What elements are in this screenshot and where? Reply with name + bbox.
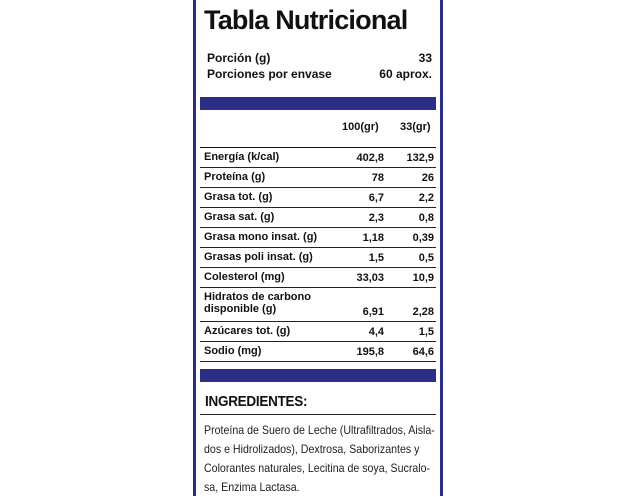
servings-per-container-label: Porciones por envase bbox=[207, 67, 332, 81]
ingredients-line: Colorantes naturales, Lecitina de soya, Sucralo- bbox=[204, 461, 431, 475]
nutrient-label: Azúcares tot. (g) bbox=[204, 325, 291, 337]
ingredients-title: INGREDIENTES: bbox=[205, 393, 308, 410]
column-header-33g: 33(gr) bbox=[400, 121, 431, 133]
value-33g: 10,9 bbox=[412, 272, 434, 284]
value-100g: 78 bbox=[371, 172, 384, 184]
nutrient-label: Grasa mono insat. (g) bbox=[204, 231, 318, 243]
value-33g: 2,2 bbox=[418, 192, 434, 204]
nutrient-label-line-1: Hidratos de carbono bbox=[204, 291, 311, 303]
value-100g: 6,7 bbox=[368, 192, 384, 204]
table-row bbox=[200, 208, 436, 228]
table-row bbox=[200, 342, 436, 362]
value-33g: 0,39 bbox=[412, 232, 434, 244]
value-100g: 33,03 bbox=[356, 272, 384, 284]
value-100g: 1,18 bbox=[362, 232, 384, 244]
divider-band-bottom bbox=[200, 369, 436, 382]
nutrient-label: Colesterol (mg) bbox=[204, 271, 285, 283]
ingredients-text bbox=[204, 421, 434, 497]
table-row bbox=[200, 288, 436, 322]
nutrient-label bbox=[204, 291, 334, 315]
servings-per-container-value: 60 aprox. bbox=[379, 67, 432, 81]
table-row bbox=[200, 322, 436, 342]
label-title: Tabla Nutricional bbox=[204, 5, 408, 35]
value-100g: 6,91 bbox=[362, 306, 384, 318]
table-row bbox=[200, 188, 436, 208]
value-33g: 2,28 bbox=[412, 306, 434, 318]
value-100g: 2,3 bbox=[368, 212, 384, 224]
value-33g: 64,6 bbox=[412, 346, 434, 358]
nutrient-label: Sodio (mg) bbox=[204, 345, 262, 357]
serving-size-row bbox=[207, 51, 432, 65]
value-100g: 4,4 bbox=[368, 326, 384, 338]
nutrient-label: Grasa sat. (g) bbox=[204, 211, 275, 223]
value-33g: 132,9 bbox=[406, 152, 434, 164]
value-100g: 402,8 bbox=[356, 152, 384, 164]
value-100g: 1,5 bbox=[368, 252, 384, 264]
serving-size-value: 33 bbox=[418, 51, 432, 65]
value-33g: 0,5 bbox=[418, 252, 434, 264]
table-row bbox=[200, 168, 436, 188]
nutrient-label: Grasas poli insat. (g) bbox=[204, 251, 313, 263]
table-row bbox=[200, 148, 436, 168]
table-row bbox=[200, 268, 436, 288]
serving-size-label: Porción (g) bbox=[207, 51, 271, 65]
nutrient-label: Grasa tot. (g) bbox=[204, 191, 273, 203]
ingredients-divider bbox=[200, 414, 436, 415]
divider-band-top bbox=[200, 97, 436, 110]
table-row bbox=[200, 228, 436, 248]
ingredients-line: sa, Enzima Lactasa. bbox=[204, 480, 300, 494]
table-row bbox=[200, 248, 436, 268]
ingredients-line: Proteína de Suero de Leche (Ultrafiltrados, Aisla- bbox=[204, 423, 435, 437]
nutrition-table bbox=[200, 147, 436, 362]
servings-per-container-row bbox=[207, 67, 432, 81]
nutrient-label: Proteína (g) bbox=[204, 171, 266, 183]
value-33g: 1,5 bbox=[418, 326, 434, 338]
ingredients-line: dos e Hidrolizados), Dextrosa, Saborizantes y bbox=[204, 442, 420, 456]
column-header-100g: 100(gr) bbox=[342, 121, 379, 133]
nutrient-label-line-2: disponible (g) bbox=[204, 303, 277, 315]
value-33g: 26 bbox=[421, 172, 434, 184]
nutrient-label: Energía (k/cal) bbox=[204, 151, 280, 163]
value-33g: 0,8 bbox=[418, 212, 434, 224]
value-100g: 195,8 bbox=[356, 346, 384, 358]
